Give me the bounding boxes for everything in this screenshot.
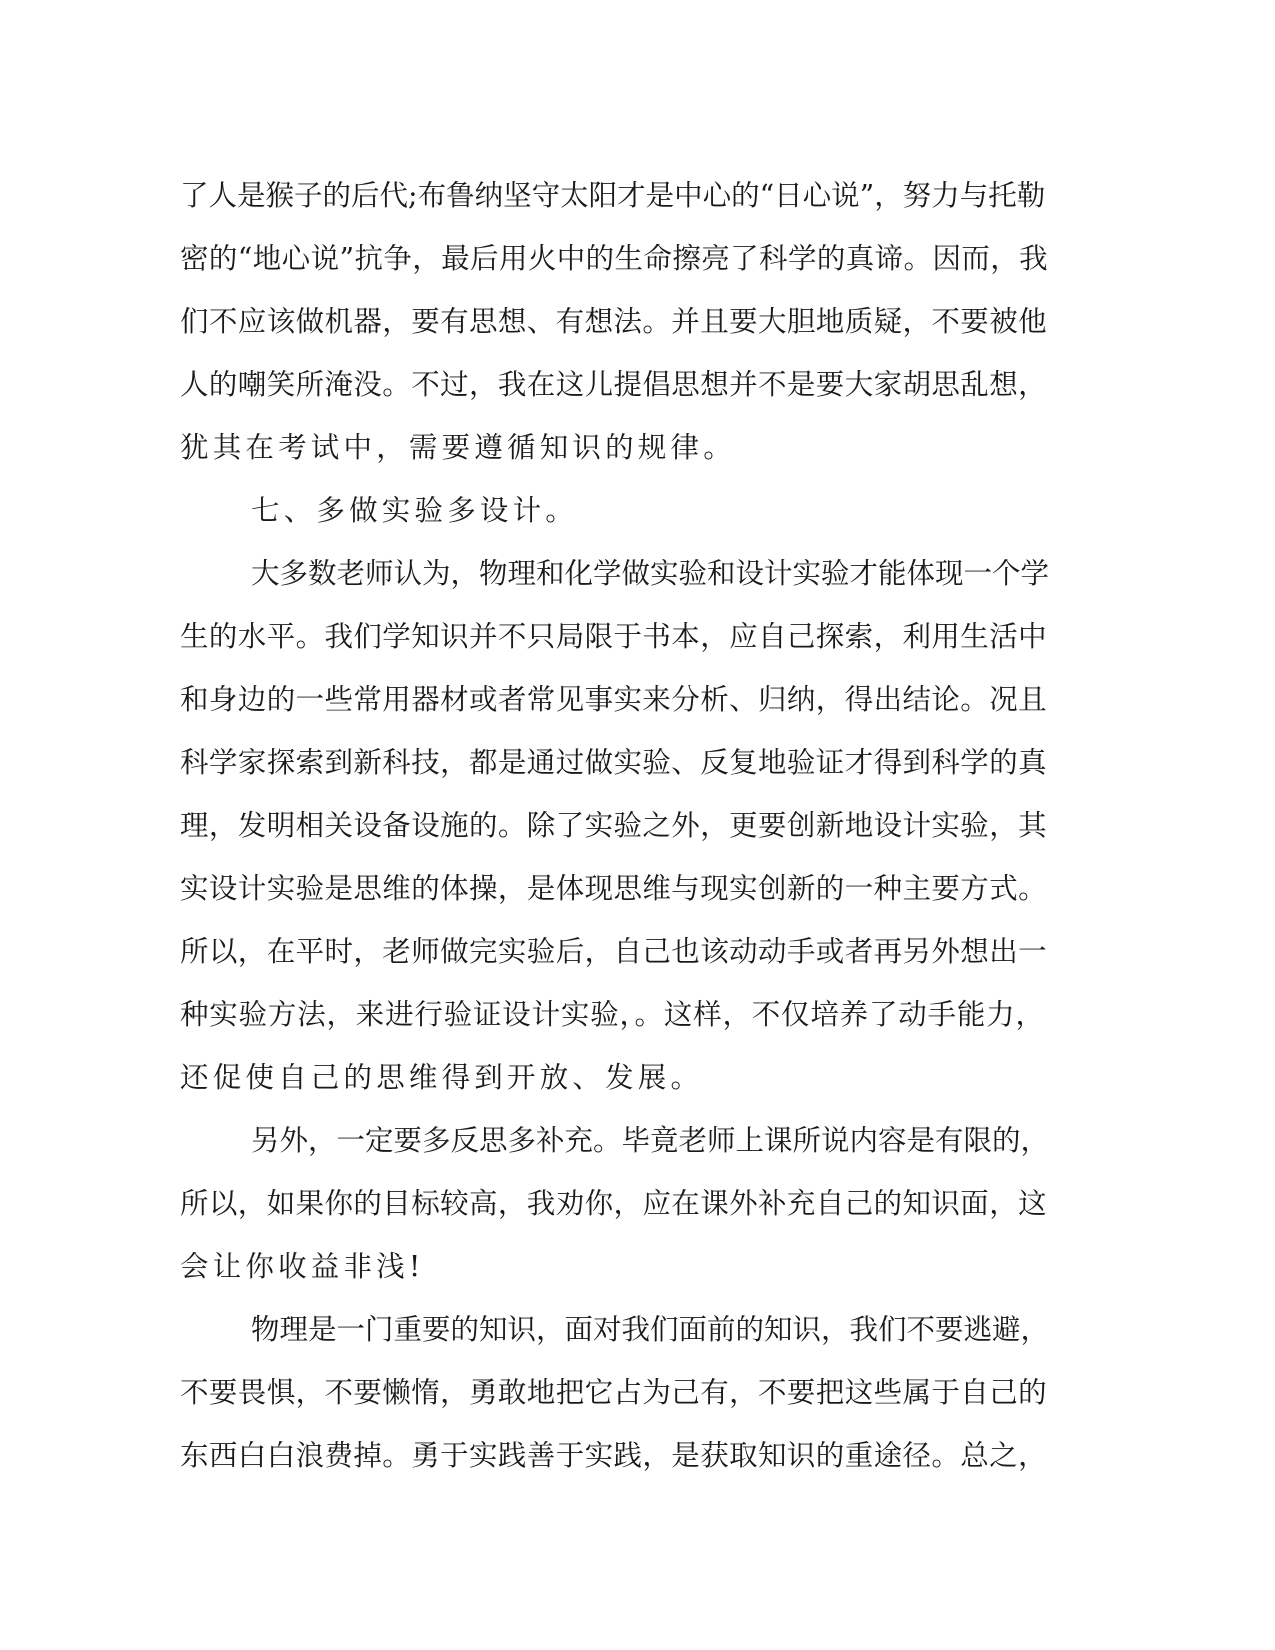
text-line: 们不应该做机器，要有思想、有想法。并且要大胆地质疑，不要被他 <box>180 305 1048 338</box>
text-line: 所以，在平时，老师做完实验后，自己也该动动手或者再另外想出一 <box>180 935 1048 968</box>
text-line: 犹其在考试中，需要遵循知识的规律。 <box>180 431 736 464</box>
text-line: 会让你收益非浅! <box>180 1250 425 1283</box>
text-line: 不要畏惧，不要懒惰，勇敢地把它占为己有，不要把这些属于自己的 <box>180 1376 1048 1409</box>
text-line: 了人是猴子的后代;布鲁纳坚守太阳才是中心的“日心说”，努力与托勒 <box>180 179 1046 212</box>
text-line: 和身边的一些常用器材或者常见事实来分析、归纳，得出结论。况且 <box>180 683 1048 716</box>
text-line: 东西白白浪费掉。勇于实践善于实践，是获取知识的重途径。总之， <box>180 1439 1048 1472</box>
text-line: 所以，如果你的目标较高，我劝你，应在课外补充自己的知识面，这 <box>180 1187 1048 1220</box>
text-line: 大多数老师认为，物理和化学做实验和设计实验才能体现一个学 <box>251 557 1050 590</box>
text-line: 种实验方法，来进行验证设计实验，。这样，不仅培养了动手能力， <box>180 998 1045 1031</box>
text-line: 另外，一定要多反思多补充。毕竟老师上课所说内容是有限的， <box>251 1124 1050 1157</box>
text-line: 密的“地心说”抗争，最后用火中的生命擦亮了科学的真谛。因而，我 <box>180 242 1049 275</box>
text-line: 科学家探索到新科技，都是通过做实验、反复地验证才得到科学的真 <box>180 746 1048 779</box>
text-line: 物理是一门重要的知识，面对我们面前的知识，我们不要逃避， <box>251 1313 1050 1346</box>
text-line: 实设计实验是思维的体操，是体现思维与现实创新的一种主要方式。 <box>180 872 1048 905</box>
text-line: 人的嘲笑所淹没。不过，我在这儿提倡思想并不是要大家胡思乱想， <box>180 368 1048 401</box>
section-heading: 七、多做实验多设计。 <box>251 494 579 527</box>
text-line: 还促使自己的思维得到开放、发展。 <box>180 1061 704 1094</box>
text-line: 生的水平。我们学知识并不只局限于书本，应自己探索，利用生活中 <box>180 620 1048 653</box>
document-body <box>180 164 1050 1487</box>
text-line: 理，发明相关设备设施的。除了实验之外，更要创新地设计实验，其 <box>180 809 1048 842</box>
